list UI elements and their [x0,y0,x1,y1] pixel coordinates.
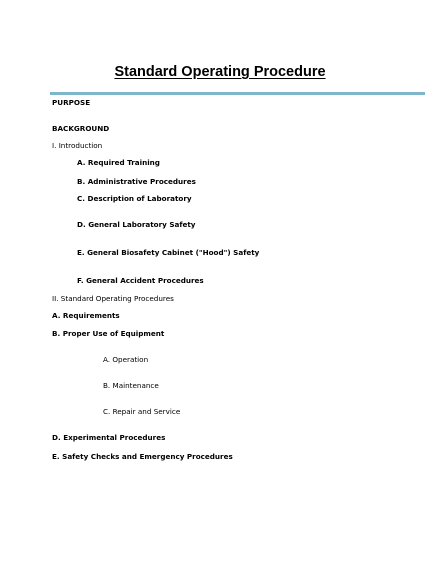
experimental-procedures-item: D. Experimental Procedures [52,433,166,442]
intro-item-general-laboratory-safety: D. General Laboratory Safety [77,220,196,229]
purpose-heading: PURPOSE [52,98,91,107]
proper-use-of-equipment-item: B. Proper Use of Equipment [52,329,165,338]
intro-item-description-of-laboratory: C. Description of Laboratory [77,194,192,203]
safety-checks-item: E. Safety Checks and Emergency Procedures [52,452,233,461]
intro-item-general-accident-procedures: F. General Accident Procedures [77,276,204,285]
section-2-heading: II. Standard Operating Procedures [52,294,174,303]
title-divider [50,92,425,95]
background-heading: BACKGROUND [52,124,110,133]
intro-item-required-training: A. Required Training [77,158,160,167]
equipment-item-maintenance: B. Maintenance [103,381,159,390]
introduction-heading: I. Introduction [52,141,103,150]
equipment-item-operation: A. Operation [103,355,149,364]
equipment-item-repair-and-service: C. Repair and Service [103,407,181,416]
document-title: Standard Operating Procedure [114,64,326,80]
requirements-item: A. Requirements [52,311,120,320]
intro-item-administrative-procedures: B. Administrative Procedures [77,177,196,186]
intro-item-biosafety-cabinet-safety: E. General Biosafety Cabinet ("Hood") Safety [77,248,260,257]
